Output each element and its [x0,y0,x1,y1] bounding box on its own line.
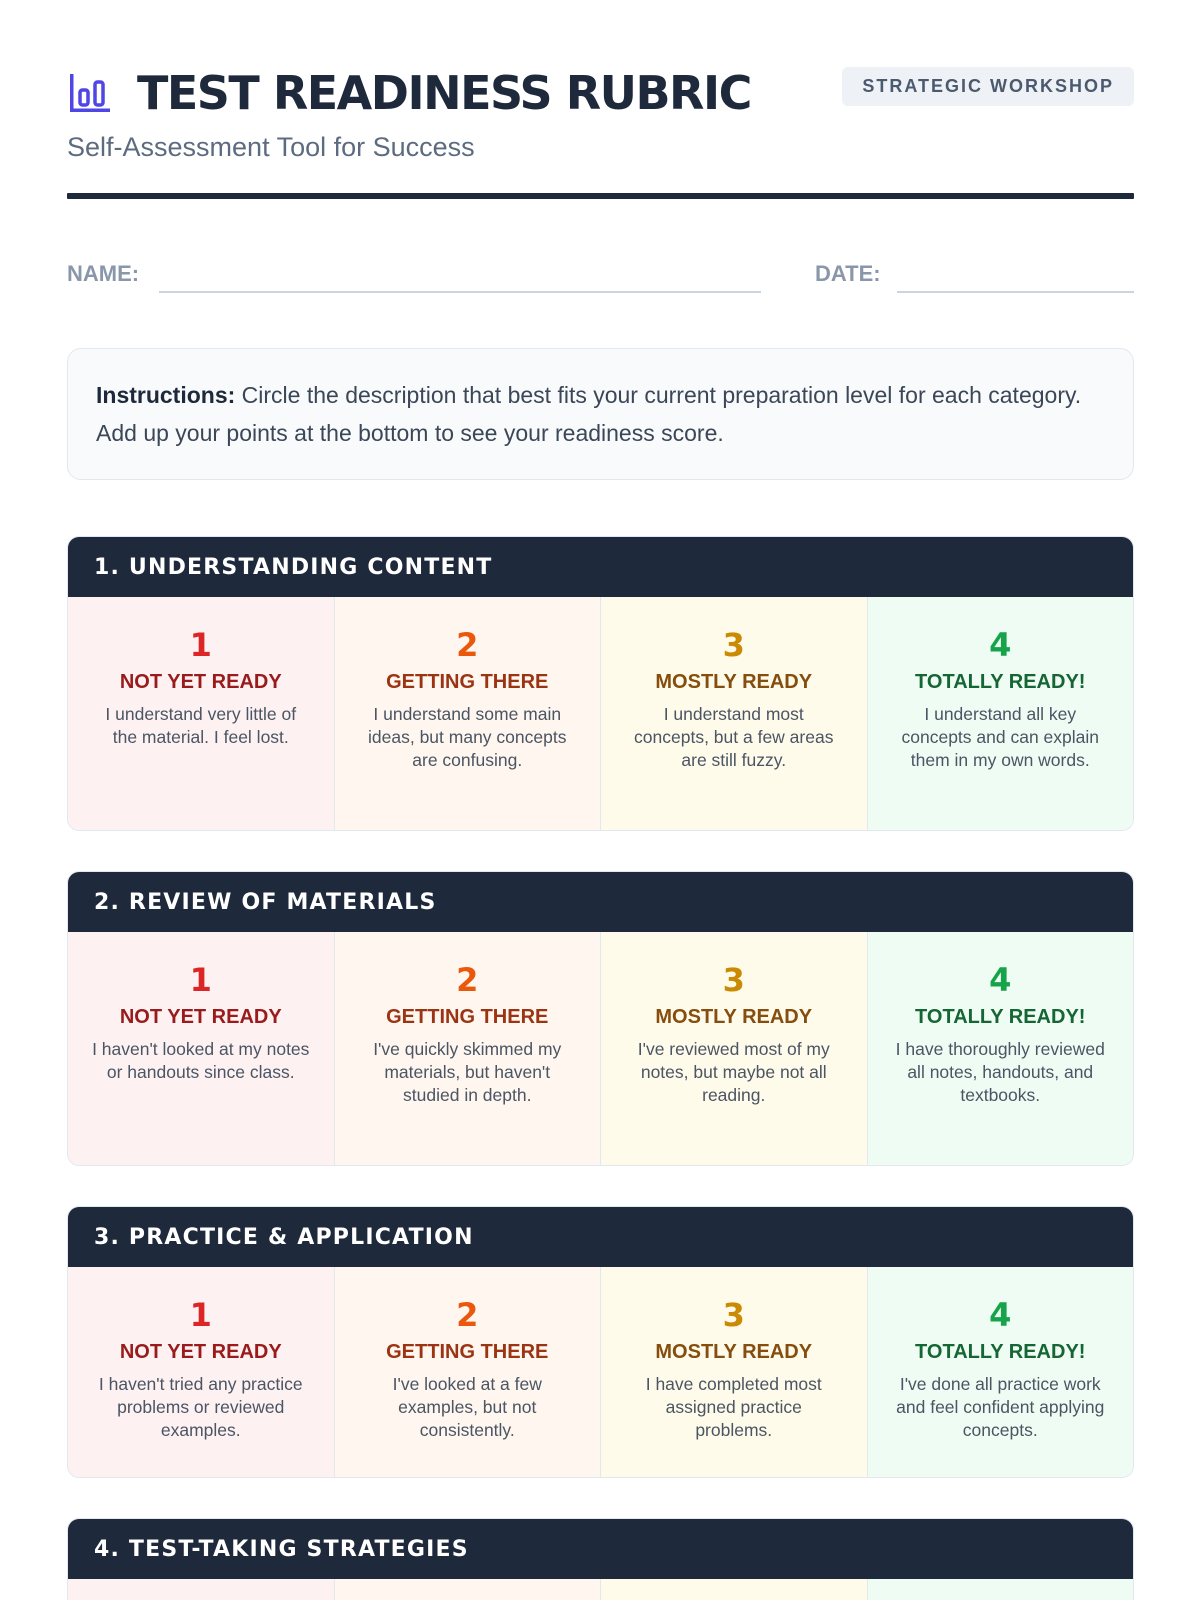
section-title: 1. UNDERSTANDING CONTENT [68,537,1133,597]
rubric-cell-level-2[interactable] [335,1267,602,1477]
student-fields [67,255,1134,295]
level-description: I understand all key concepts and can explain them in my own words. [901,704,1099,770]
rubric-cell-level-3[interactable] [601,597,868,830]
level-label: MOSTLY READY [655,1006,813,1028]
level-description: I've reviewed most of my notes, but maybe not all reading. [637,1039,830,1105]
header-divider [67,193,1134,199]
rubric-section-understanding [67,536,1134,831]
level-description: I haven't looked at my notes or handouts since class. [92,1039,310,1082]
section-title: 2. REVIEW OF MATERIALS [68,872,1133,932]
section-title: 3. PRACTICE & APPLICATION [68,1207,1133,1267]
rubric-cell-level-2[interactable] [335,597,602,830]
level-label: TOTALLY READY! [915,671,1086,693]
level-description: I've looked at a few examples, but not consistently. [392,1374,542,1440]
rubric-section-strategies [67,1518,1134,1600]
title-row [67,66,751,120]
rubric-section-practice [67,1206,1134,1478]
level-label: NOT YET READY [119,1341,282,1363]
score-number: 4 [989,961,1012,999]
instructions-text: Circle the description that best fits your current preparation level for each category. Add up your points at the bottom to see your readiness score. [96,382,1082,446]
instructions-box [67,348,1134,480]
score-number: 2 [456,626,479,664]
date-label: DATE: [815,261,881,286]
rubric-cell-level-1[interactable] [68,1267,335,1477]
level-description: I understand some main ideas, but many concepts are confusing. [368,704,567,770]
rubric-cell-level-3[interactable] [601,1579,868,1600]
score-number: 4 [989,626,1012,664]
level-label: NOT YET READY [119,1006,282,1028]
rubric-cell-level-4[interactable] [868,1267,1134,1477]
workshop-badge: STRATEGIC WORKSHOP [842,67,1134,106]
score-number: 3 [722,1296,745,1334]
rubric-cell-level-4[interactable] [868,597,1134,830]
level-description: I have thoroughly reviewed all notes, handouts, and textbooks. [895,1039,1105,1105]
rubric-cell-level-4[interactable] [868,1579,1134,1600]
rubric-cell-level-2[interactable] [335,932,602,1165]
rubric-cell-level-1[interactable] [68,1579,335,1600]
level-label: MOSTLY READY [655,671,813,693]
page-header [67,0,1134,200]
bar-chart-icon [67,70,113,116]
level-description: I've done all practice work and feel confident applying concepts. [896,1374,1105,1440]
name-field[interactable] [159,291,761,293]
rubric-cell-level-3[interactable] [601,1267,868,1477]
section-title: 4. TEST-TAKING STRATEGIES [68,1519,1133,1579]
level-description: I haven't tried any practice problems or reviewed examples. [98,1374,303,1440]
rubric-cell-level-4[interactable] [868,932,1134,1165]
rubric-page [67,0,1134,1562]
score-number: 3 [722,626,745,664]
level-label: GETTING THERE [386,671,549,693]
level-label: MOSTLY READY [655,1341,813,1363]
level-label: TOTALLY READY! [915,1006,1086,1028]
page-subtitle: Self-Assessment Tool for Success [67,132,475,162]
score-number: 2 [456,961,479,999]
level-label: GETTING THERE [386,1006,549,1028]
score-number: 1 [189,1296,212,1334]
level-description: I understand very little of the material. I feel lost. [105,704,297,747]
date-field[interactable] [897,291,1134,293]
score-number: 3 [722,961,745,999]
score-number: 2 [456,1296,479,1334]
rubric-section-review [67,871,1134,1166]
level-description: I understand most concepts, but a few areas are still fuzzy. [634,704,834,770]
rubric-cell-level-1[interactable] [68,932,335,1165]
rubric-cell-level-1[interactable] [68,597,335,830]
name-label: NAME: [67,261,140,286]
level-label: NOT YET READY [119,671,282,693]
level-label: TOTALLY READY! [915,1341,1086,1363]
score-number: 4 [989,1296,1012,1334]
score-number: 1 [189,961,212,999]
level-label: GETTING THERE [386,1341,549,1363]
rubric-cell-level-3[interactable] [601,932,868,1165]
page-title: TEST READINESS RUBRIC [137,66,751,120]
score-number: 1 [189,626,212,664]
level-description: I have completed most assigned practice problems. [645,1374,822,1440]
rubric-cell-level-2[interactable] [335,1579,602,1600]
level-description: I've quickly skimmed my materials, but haven't studied in depth. [373,1039,562,1105]
instructions-lead: Instructions: [96,382,236,408]
